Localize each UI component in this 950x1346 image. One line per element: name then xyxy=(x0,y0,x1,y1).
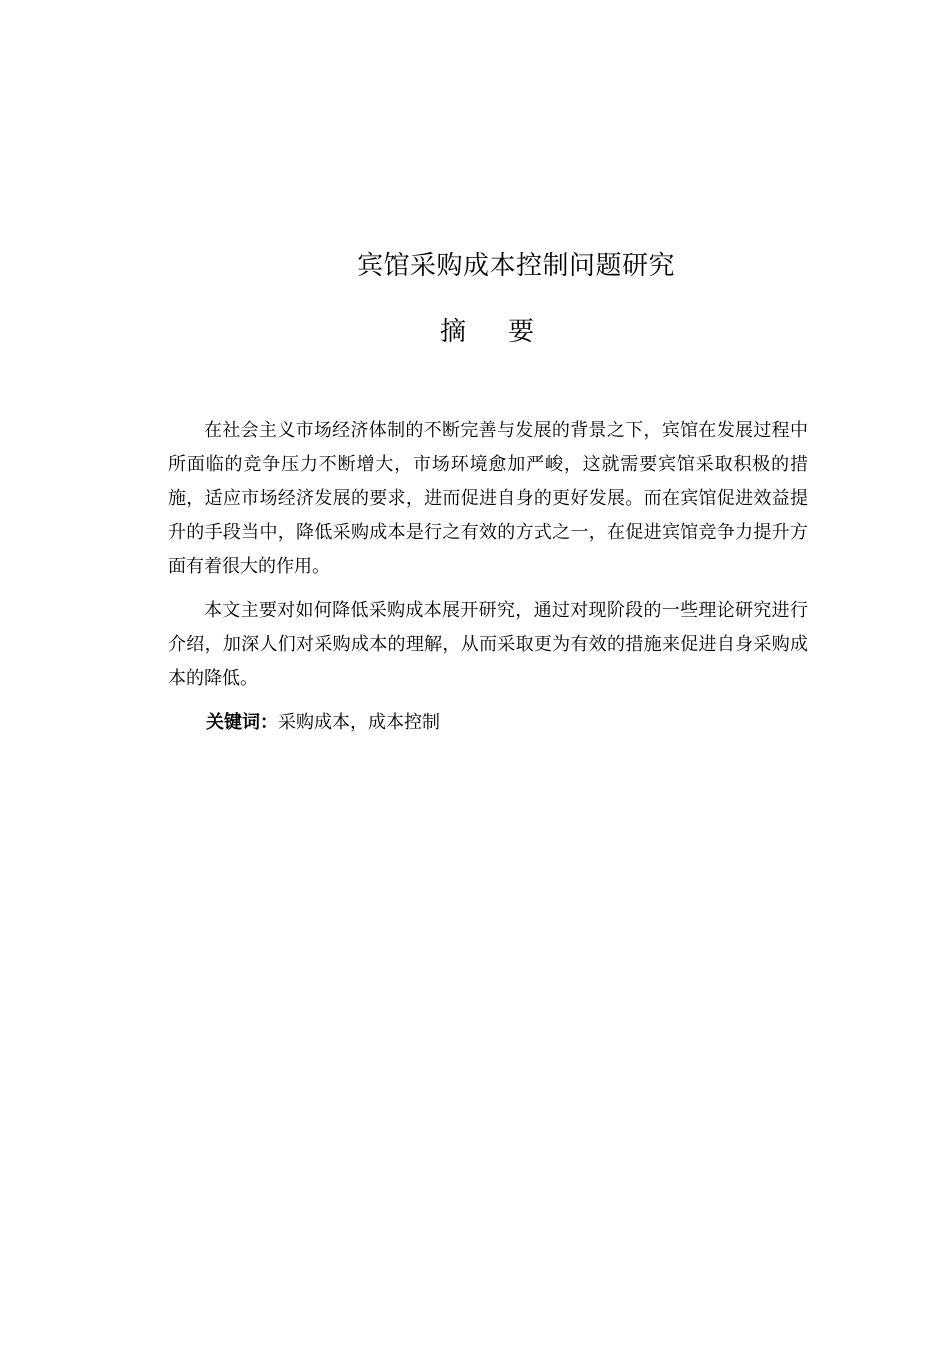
document-title: 宾馆采购成本控制问题研究 xyxy=(356,251,675,281)
abstract-heading-char-1: 摘 xyxy=(439,317,466,347)
keywords-label: 关键词： xyxy=(206,712,278,733)
abstract-body xyxy=(168,414,808,740)
abstract-heading-char-2: 要 xyxy=(508,317,535,347)
keywords-value: 采购成本，成本控制 xyxy=(278,712,440,733)
abstract-paragraph-2: 本文主要对如何降低采购成本展开研究，通过对现阶段的一些理论研究进行介绍，加深人们对采购成本的理解，从而采取更为有效的措施来促进自身采购成本的降低。 xyxy=(168,600,808,689)
abstract-heading xyxy=(0,312,950,352)
keywords-line xyxy=(168,706,808,740)
abstract-paragraph-1: 在社会主义市场经济体制的不断完善与发展的背景之下，宾馆在发展过程中所面临的竞争压力不断增大，市场环境愈加严峻，这就需要宾馆采取积极的措施，适应市场经济发展的要求，进而促进自身的更好发展。而在宾馆促进效益提升的手段当中，降低采购成本是行之有效的方式之一，在促进宾馆竞争力提升方面有着很大的作用。 xyxy=(168,420,808,577)
